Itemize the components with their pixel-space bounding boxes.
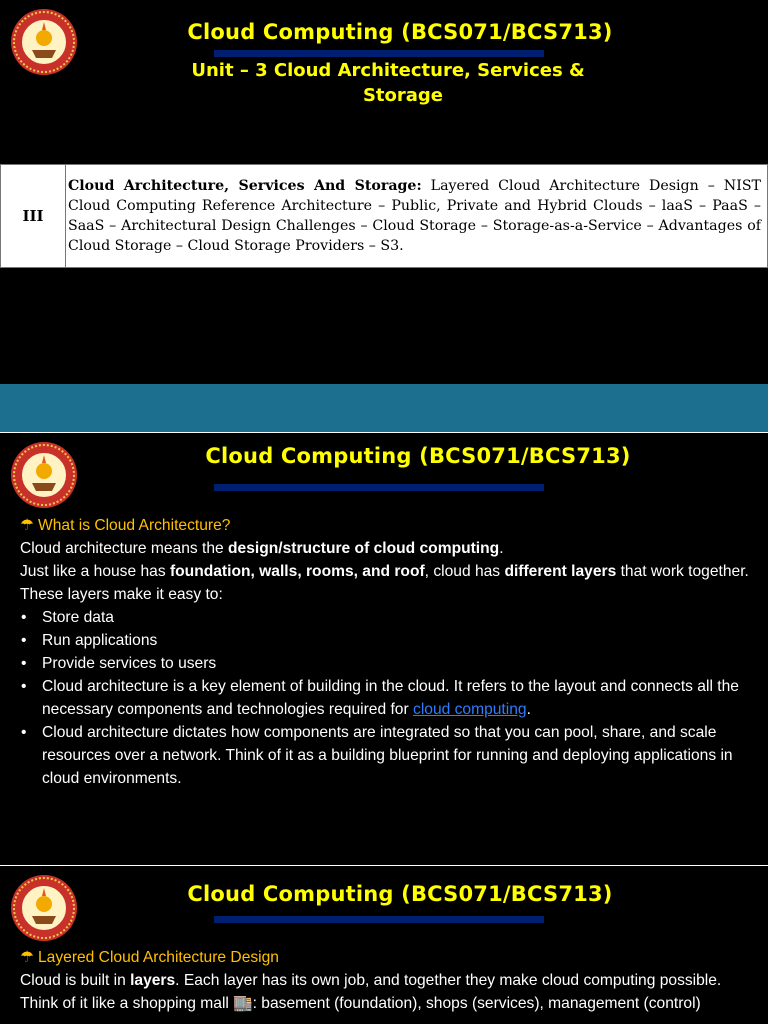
- paragraph-1: [20, 969, 764, 992]
- syllabus-table: [0, 164, 768, 268]
- list-item: • Run applications: [20, 629, 764, 652]
- paragraph-2-partial: Think of it like a shopping mall 🏬: basement (foundation), shops (services), management (control): [20, 995, 701, 1012]
- umbrella-icon: ☂: [20, 949, 34, 966]
- section-heading-text: Layered Cloud Architecture Design: [38, 949, 279, 966]
- p1-end: .: [499, 540, 504, 557]
- course-title: Cloud Computing (BCS071/BCS713): [205, 444, 631, 468]
- bullet-list: [20, 606, 764, 790]
- unit-title-line-1: Unit – 3 Cloud Architecture, Services &: [191, 60, 585, 81]
- list-item: • Provide services to users: [20, 652, 764, 675]
- title-underline-bar: [214, 50, 544, 57]
- paragraph-3: These layers make it easy to:: [20, 586, 223, 603]
- table-row: [1, 165, 768, 268]
- p1-end: . Each layer has its own job, and together they make cloud computing possible.: [175, 972, 722, 989]
- p2-bold-2: different layers: [504, 563, 617, 580]
- slide-2-content: [20, 514, 764, 790]
- p2-bold-1: foundation, walls, rooms, and roof: [169, 563, 425, 580]
- slide-2: [0, 433, 768, 865]
- cloud-computing-link[interactable]: cloud computing: [413, 701, 527, 718]
- paragraph-2: [20, 560, 764, 583]
- title-underline-bar: [214, 484, 544, 491]
- paragraph-1: [20, 537, 764, 560]
- slide-1: [0, 0, 768, 432]
- title-underline-bar: [214, 916, 544, 923]
- p1-text: Cloud is built in: [20, 972, 131, 989]
- course-title: Cloud Computing (BCS071/BCS713): [187, 882, 613, 906]
- section-heading-text: What is Cloud Architecture?: [38, 517, 231, 534]
- bullet-4-text: Cloud architecture is a key element of building in the cloud. It refers to the layout and connects all the necessary components and technologies required for: [42, 678, 739, 718]
- unit-title-line-2: Storage: [362, 85, 444, 106]
- unit-title: [178, 58, 598, 108]
- slide-3-content: [20, 946, 764, 1015]
- p2-text: Just like a house has: [20, 563, 170, 580]
- section-heading: [20, 946, 764, 969]
- umbrella-icon: ☂: [20, 517, 34, 534]
- unit-number: III: [1, 165, 66, 268]
- course-title: Cloud Computing (BCS071/BCS713): [187, 20, 613, 44]
- list-item: • Store data: [20, 606, 764, 629]
- footer-band: [0, 384, 768, 432]
- p2-mid: , cloud has: [424, 563, 505, 580]
- slide-3: [0, 866, 768, 1024]
- topics-heading: Cloud Architecture, Services And Storage:: [68, 178, 422, 194]
- p1-bold: layers: [130, 972, 176, 989]
- list-item: [20, 675, 764, 721]
- section-heading: [20, 514, 764, 537]
- p1-text: Cloud architecture means the: [20, 540, 229, 557]
- p2-end: that work together.: [616, 563, 749, 580]
- list-item: • Cloud architecture dictates how components are integrated so that you can pool, share, and scale resources over a network. Think of it as a building blueprint for running and deploying applications in cloud environments.: [20, 721, 764, 790]
- bullet-4-end: .: [526, 701, 531, 718]
- p1-bold: design/structure of cloud computing: [228, 540, 500, 557]
- unit-topics: [66, 165, 768, 268]
- topics-list: Layered Cloud Architecture Design – NIST Cloud Computing Reference Architecture – Public, Private and Hybrid Clouds – laaS – PaaS – SaaS – Architectural Design Challenges – Cloud Storage – Storage-as-a-Service – Advantages of Cloud Storage – Cloud Storage Providers – S3.: [68, 178, 761, 254]
